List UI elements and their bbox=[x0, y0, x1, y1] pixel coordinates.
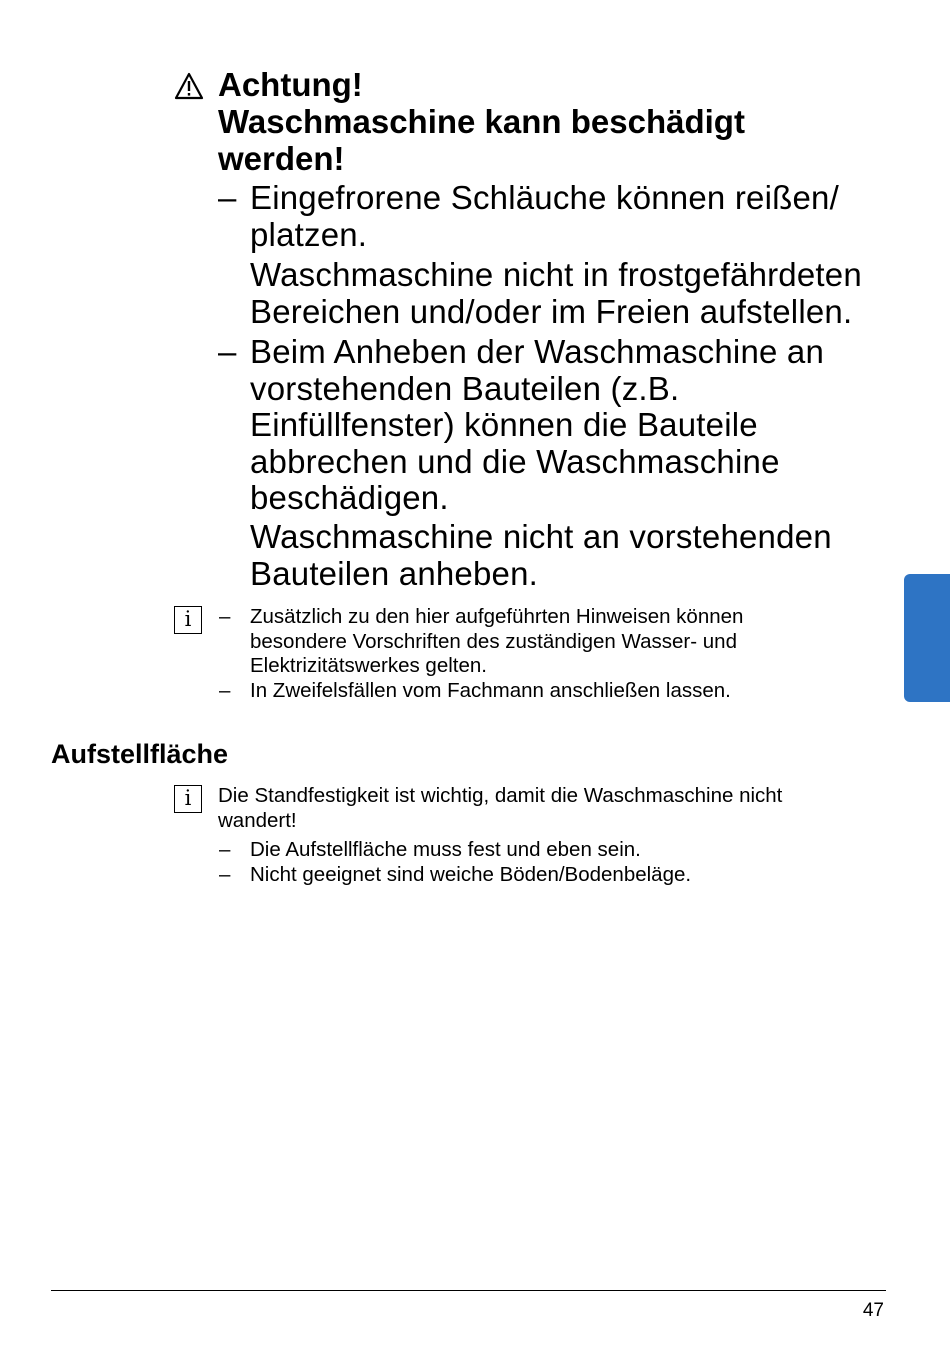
text-line: Bereichen und/oder im Freien aufstellen. bbox=[250, 292, 853, 330]
list-bullet: – bbox=[219, 605, 231, 628]
list-bullet: – bbox=[218, 333, 237, 370]
info-icon: i bbox=[174, 606, 202, 634]
text-line: beschädigen. bbox=[250, 479, 449, 516]
text-line: wandert! bbox=[218, 808, 297, 832]
section-heading: Aufstellfläche bbox=[51, 739, 229, 769]
text-line: Beim Anheben der Waschmaschine an bbox=[250, 333, 825, 370]
warning-title bbox=[218, 66, 858, 177]
warning-title-line: Waschmaschine kann beschädigt bbox=[218, 103, 745, 140]
warning-item-advice bbox=[250, 519, 910, 592]
warning-title-line: Achtung! bbox=[218, 66, 363, 103]
text-line: Einfüllfenster) können die Bauteile bbox=[250, 406, 758, 443]
info-item-text bbox=[250, 679, 870, 704]
chapter-side-tab bbox=[904, 574, 950, 702]
text-line: vorstehenden Bauteilen (z.B. bbox=[250, 369, 680, 407]
text-line: Waschmaschine nicht an vorstehenden bbox=[250, 518, 832, 555]
info-item-text: Die Aufstellfläche muss fest und eben sein. bbox=[250, 838, 641, 861]
warning-item-advice bbox=[250, 257, 910, 330]
text-line: platzen. bbox=[250, 215, 368, 253]
info-item-text bbox=[250, 605, 870, 679]
text-line: Bauteilen anheben. bbox=[250, 554, 539, 592]
warning-item-text bbox=[250, 180, 910, 253]
list-bullet: – bbox=[219, 838, 231, 861]
text-line: Waschmaschine nicht in frostgefährdeten bbox=[250, 256, 862, 293]
footer-divider bbox=[51, 1290, 886, 1291]
text-line: besondere Vorschriften des zuständigen Wasser- und bbox=[250, 629, 737, 653]
info-item-text: Nicht geeignet sind weiche Böden/Bodenbeläge. bbox=[250, 863, 692, 886]
warning-triangle-icon bbox=[174, 72, 204, 100]
list-bullet: – bbox=[219, 679, 231, 702]
text-line: Zusätzlich zu den hier aufgeführten Hinweisen können bbox=[250, 605, 744, 628]
text-line: Die Standfestigkeit ist wichtig, damit die Waschmaschine nicht bbox=[218, 784, 783, 807]
list-bullet: – bbox=[218, 179, 237, 216]
list-bullet: – bbox=[219, 863, 231, 886]
info-intro-text bbox=[218, 784, 878, 833]
warning-item-text bbox=[250, 334, 910, 517]
text-line: abbrechen und die Waschmaschine bbox=[250, 442, 780, 480]
info-icon: i bbox=[174, 785, 202, 813]
warning-title-line: werden! bbox=[218, 140, 345, 177]
text-line: In Zweifelsfällen vom Fachmann anschließen lassen. bbox=[250, 679, 731, 702]
text-line: Eingefrorene Schläuche können reißen/ bbox=[250, 179, 839, 216]
text-line: Elektrizitätswerkes gelten. bbox=[250, 654, 487, 677]
page-number: 47 bbox=[862, 1300, 884, 1321]
